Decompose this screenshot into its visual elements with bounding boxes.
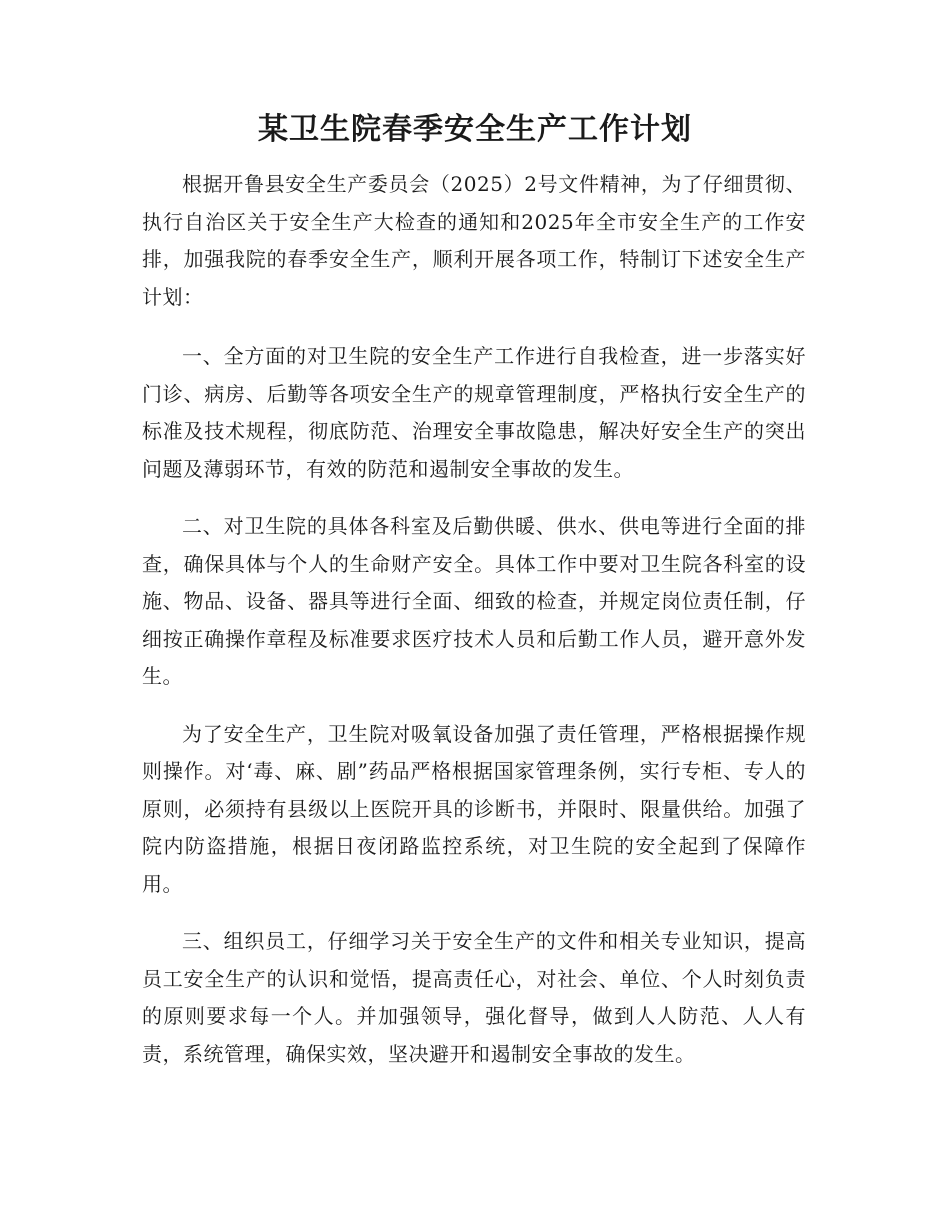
- document-body: [142, 166, 806, 1093]
- paragraph-section-2: 二、对卫生院的具体各科室及后勤供暖、供水、供电等进行全面的排查，确保具体与个人的生命财产安全。具体工作中要对卫生院各科室的设施、物品、设备、器具等进行全面、细致的检查，并规定岗位责任制，仔细按正确操作章程及标准要求医疗技术人员和后勤工作人员，避开意外发生。: [142, 514, 806, 688]
- paragraph-section-1: 一、全方面的对卫生院的安全生产工作进行自我检查，进一步落实好门诊、病房、后勤等各项安全生产的规章管理制度，严格执行安全生产的标准及技术规程，彻底防范、治理安全事故隐患，解决好安全生产的突出问题及薄弱环节，有效的防范和遏制安全事故的发生。: [142, 344, 806, 481]
- paragraph-intro: 根据开鲁县安全生产委员会（2025）2号文件精神，为了仔细贯彻、执行自治区关于安全生产大检查的通知和2025年全市安全生产的工作安排，加强我院的春季安全生产，顺利开展各项工作，特制订下述安全生产计划：: [142, 172, 806, 309]
- paragraph-section-3: 三、组织员工，仔细学习关于安全生产的文件和相关专业知识，提高员工安全生产的认识和觉悟，提高责任心，对社会、单位、个人时刻负责的原则要求每一个人。并加强领导，强化督导，做到人人防范、人人有责，系统管理，确保实效，坚决避开和遏制安全事故的发生。: [142, 929, 806, 1066]
- paragraph-section-2-detail: 为了安全生产，卫生院对吸氧设备加强了责任管理，严格根据操作规则操作。对‘毒、麻、剧”药品严格根据国家管理条例，实行专柜、专人的原则，必须持有县级以上医院开具的诊断书，并限时、限量供给。加强了院内防盗措施，根据日夜闭路监控系统，对卫生院的安全起到了保障作用。: [142, 721, 806, 896]
- document-title: 某卫生院春季安全生产工作计划: [258, 112, 692, 147]
